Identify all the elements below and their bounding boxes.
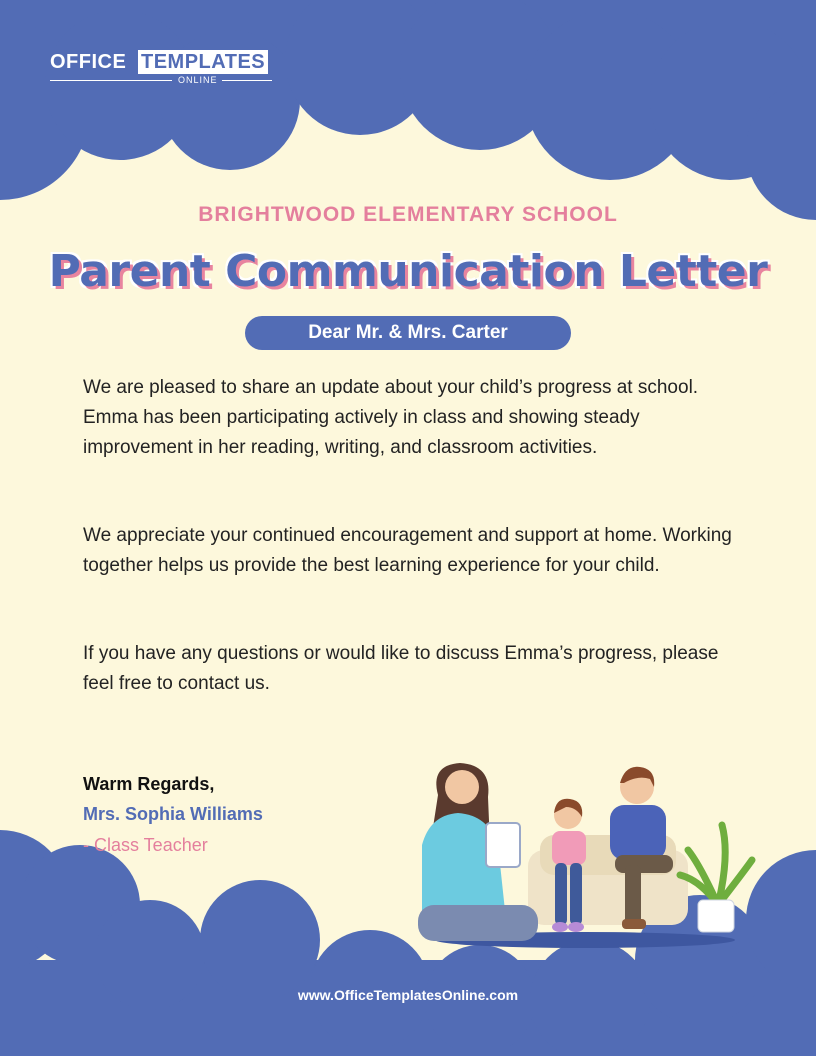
letter-paragraph-2: We appreciate your continued encouragement and support at home. Working together helps us provide the best learning experience for your child. (83, 525, 732, 576)
signer-name: Mrs. Sophia Williams (83, 804, 263, 824)
letter-paragraph-1: We are pleased to share an update about your child’s progress at school. Emma has been participating actively in class and showing steady improvement in her reading, writing, and classroom activities. (83, 377, 699, 458)
greeting-pill: Dear Mr. & Mrs. Carter (245, 316, 571, 350)
brand-logo (50, 50, 272, 86)
footer-website-url[interactable]: www.OfficeTemplatesOnline.com (297, 987, 519, 1003)
logo-rule-left (50, 80, 172, 81)
parent-teacher-illustration (400, 755, 770, 955)
logo-rule-right (222, 80, 272, 81)
logo-word-templates: TEMPLATES (138, 50, 268, 74)
logo-word-online: ONLINE (178, 75, 218, 85)
closing-text: Warm Regards, (83, 774, 215, 794)
school-name: BRIGHTWOOD ELEMENTARY SCHOOL (198, 203, 618, 226)
page-title: Parent Communication Letter (48, 246, 768, 297)
letter-paragraph-3: If you have any questions or would like to discuss Emma’s progress, please feel free to contact us. (83, 643, 719, 694)
logo-word-office: OFFICE (50, 51, 127, 73)
signer-role: - Class Teacher (83, 835, 208, 855)
